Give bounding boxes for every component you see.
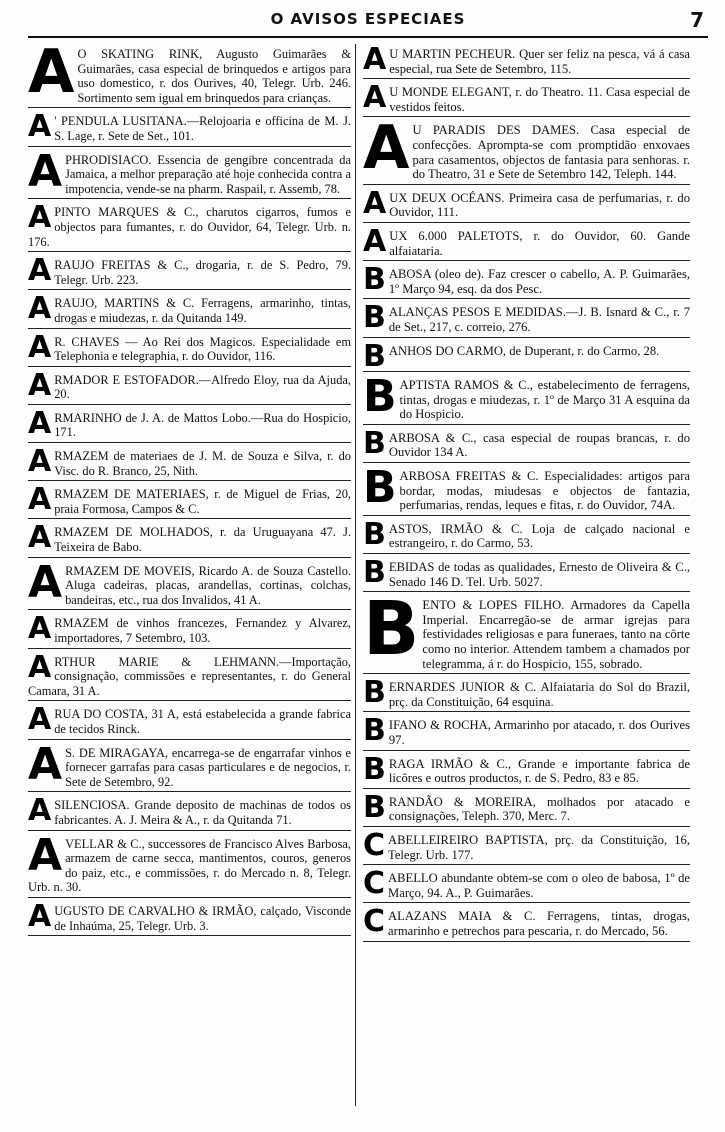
advertisement-entry xyxy=(28,613,351,648)
drop-cap-initial: B xyxy=(363,264,386,298)
advertisement-entry xyxy=(363,341,690,373)
advertisement-entry xyxy=(363,375,690,425)
advertisement-text: APTISTA RAMOS & C., estabelecimento de ferragens, tintas, drogas e miudezas, r. 1º de Março 31 A esquina da do Hospicio. xyxy=(399,378,690,422)
drop-cap-initial: A xyxy=(28,900,52,934)
advertisement-entry xyxy=(363,595,690,674)
advertisement-text: ABELLEIREIRO BAPTISTA, prç. da Constituição, 16, Telegr. Urb. 177. xyxy=(388,832,690,862)
drop-cap-initial: B xyxy=(363,753,386,787)
advertisement-text: ANHOS DO CARMO, de Duperant, r. do Carmo, 28. xyxy=(388,343,660,358)
advertisement-entry xyxy=(363,302,690,337)
drop-cap-initial: B xyxy=(363,677,386,711)
advertisement-entry xyxy=(363,188,690,223)
advertisement-text: RMADOR E ESTOFADOR.—Alfredo Eloy, rua da Ajuda, 20. xyxy=(54,372,351,402)
drop-cap-initial: A xyxy=(363,225,387,259)
advertisement-text: O SKATING RINK, Augusto Guimarães & Guimarães, casa especial de brinquedos e artigos para uso domestico, r. dos Ourives, 40, Telegr. Urb. 246. Sortimento sem igual em brinquedos para crianças. xyxy=(77,47,351,105)
advertisement-text: SILENCIOSA. Grande deposito de machinas de todos os fabricantes. A. J. Meira & A., r. da Quitanda 71. xyxy=(54,798,351,827)
drop-cap-initial: A xyxy=(28,331,52,365)
advertisement-text: ' PENDULA LUSITANA.—Relojoaria e officina de M. J. S. Lage, r. Sete de Set., 101. xyxy=(54,114,351,143)
advertisement-entry xyxy=(363,466,690,516)
drop-cap-initial: C xyxy=(363,906,386,940)
advertisement-text: ENTO & LOPES FILHO. Armadores da Capella Imperial. Encarregão-se de armar igrejas para festividades religiosas e para funeraes, tanto na côrte como no interior. Attendem tambem a chamados por telegramma, á r. do Hospicio, 155, sobrado. xyxy=(422,598,690,671)
advertisement-entry xyxy=(28,834,351,898)
advertisement-entry xyxy=(363,82,690,117)
drop-cap-initial: A xyxy=(28,522,52,556)
advertisement-entry xyxy=(363,830,690,865)
advertisement-text: RMAZEM de materiaes de J. M. de Souza e Silva, r. do Visc. do R. Branco, 25, Nith. xyxy=(54,449,351,478)
advertisement-entry xyxy=(28,484,351,519)
drop-cap-initial: A xyxy=(28,149,63,197)
advertisement-entry xyxy=(363,715,690,750)
advertisement-entry xyxy=(28,111,351,146)
advertisement-entry xyxy=(28,901,351,936)
advertisement-text: RAUJO FREITAS & C., drogaria, r. de S. Pedro, 79. Telegr. Urb. 223. xyxy=(54,258,351,287)
drop-cap-initial: B xyxy=(363,375,397,423)
advertisement-entry xyxy=(363,226,690,261)
advertisement-text: RMARINHO de J. A. de Mattos Lobo.—Rua do Hospicio, 171. xyxy=(54,410,351,440)
advertisement-text: RUA DO COSTA, 31 A, está estabelecida a grande fabrica de tecidos Rinck. xyxy=(54,707,351,736)
page-header xyxy=(28,6,708,38)
advertisement-text: RTHUR MARIE & LEHMANN.—Importação, consignação, commissões e representantes, r. do General Camara, 31 A. xyxy=(28,654,351,698)
advertisement-entry xyxy=(363,428,690,463)
drop-cap-initial: A xyxy=(28,560,63,608)
advertisement-entry xyxy=(363,677,690,712)
drop-cap-initial: C xyxy=(363,868,386,902)
advertisement-text: PHRODISIACO. Essencia de gengibre concentrada da Jamaica, a melhor preparação até hoje conhecida contra a impotencia, vende-se na pharm. Raspail, r. Assemb, 78. xyxy=(65,152,351,196)
drop-cap-initial: B xyxy=(363,518,386,552)
advertisement-text: RMAZEM DE MATERIAES, r. de Miguel de Frias, 20, praia Formosa, Campos & C. xyxy=(54,487,351,516)
left-column xyxy=(28,44,351,939)
advertisement-text: U PARADIS DES DAMES. Casa especial de confecções. Aprompta-se com promptidão enxovaes para casamentos, objectos de fantasia para senhoras. r. do Theatro, 31 e Sete de Setembro 142, Teleph. 144. xyxy=(412,123,690,182)
advertisement-entry xyxy=(28,704,351,739)
advertisement-entry xyxy=(363,44,690,79)
advertisement-text: EBIDAS de todas as qualidades, Ernesto de Oliveira & C., Senado 146 D. Tel. Urb. 5027. xyxy=(388,560,690,589)
advertisement-entry xyxy=(28,795,351,830)
advertisement-entry xyxy=(28,332,351,367)
drop-cap-initial: A xyxy=(28,833,63,881)
advertisement-entry xyxy=(363,754,690,789)
advertisement-text: R. CHAVES — Ao Rei dos Magicos. Especialidade em Telephonia e telegraphia, r. do Ouvidor, 116. xyxy=(54,334,351,364)
advertisement-entry xyxy=(28,408,351,443)
advertisement-text: ARBOSA & C., casa especial de roupas brancas, r. do Ouvidor 134 A. xyxy=(388,430,690,460)
advertisement-text: RMAZEM DE MOLHADOS, r. da Uruguayana 47. J. Teixeira de Babo. xyxy=(54,525,351,555)
drop-cap-initial: C xyxy=(363,829,386,863)
drop-cap-initial: A xyxy=(28,202,52,236)
drop-cap-initial: A xyxy=(363,82,387,116)
advertisement-entry xyxy=(363,557,690,592)
drop-cap-initial: A xyxy=(363,120,410,184)
advertisement-entry xyxy=(363,519,690,554)
drop-cap-initial: A xyxy=(28,613,52,647)
drop-cap-initial: B xyxy=(363,715,386,749)
advertisement-text: ALAZANS MAIA & C. Ferragens, tintas, drogas, armarinho e petrechos para pescaria, r. do Mercado, 56. xyxy=(388,909,690,938)
drop-cap-initial: B xyxy=(363,557,386,591)
drop-cap-initial: A xyxy=(28,44,75,107)
page-title: O AVISOS ESPECIAES xyxy=(270,10,466,28)
drop-cap-initial: A xyxy=(28,742,63,790)
advertisement-text: S. DE MIRAGAYA, encarrega-se de engarrafar vinhos e fornecer garrafas para casas particulares e de negocios, r. Sete de Setembro, 92. xyxy=(65,745,351,789)
advertisement-text: U MONDE ELEGANT, r. do Theatro. 11. Casa especial de vestidos feitos. xyxy=(389,85,690,114)
column-divider xyxy=(355,44,356,1106)
drop-cap-initial: A xyxy=(363,44,387,77)
advertisement-text: UX 6.000 PALETOTS, r. do Ouvidor, 60. Gande alfaiataria. xyxy=(389,228,690,258)
advertisement-text: ABOSA (oleo de). Faz crescer o cabello, A. P. Guimarães, 1º Março 94, esq. da dos Pesc. xyxy=(388,267,690,296)
advertisement-entry xyxy=(363,906,690,941)
drop-cap-initial: A xyxy=(28,111,52,145)
advertisement-entry xyxy=(28,44,351,108)
drop-cap-initial: A xyxy=(28,704,52,738)
advertisement-text: RANDÃO & MOREIRA, molhados por atacado e consignações, Teleph. 370, Merc. 7. xyxy=(388,794,690,824)
advertisement-entry xyxy=(363,264,690,299)
drop-cap-initial: B xyxy=(363,340,386,373)
advertisement-entry xyxy=(28,202,351,252)
advertisement-entry xyxy=(363,868,690,903)
drop-cap-initial: B xyxy=(363,466,397,514)
advertisement-text: RMAZEM de vinhos francezes, Fernandez y Alvarez, importadores, 7 Setembro, 103. xyxy=(54,616,351,645)
advertisement-text: RMAZEM DE MOVEIS, Ricardo A. de Souza Castello. Aluga cadeiras, placas, arandellas, cortinas, colchas, bandeiras, etc., rua dos Invalidos, 41 A. xyxy=(65,563,351,607)
advertisement-entry xyxy=(28,150,351,200)
drop-cap-initial: A xyxy=(28,369,52,403)
advertisement-text: ARBOSA FREITAS & C. Especialidades: artigos para bordar, modas, miudesas e objectos de fantazia, perfumarias, rendas, leques e fitas, r. do Ouvidor, 74A. xyxy=(399,469,690,513)
advertisement-entry xyxy=(28,370,351,405)
right-column xyxy=(363,44,690,945)
drop-cap-initial: A xyxy=(28,446,52,480)
advertisement-text: RAUJO, MARTINS & C. Ferragens, armarinho, tintas, drogas e miudezas, r. da Quitanda 149. xyxy=(54,296,351,325)
drop-cap-initial: B xyxy=(363,595,420,673)
advertisement-entry xyxy=(28,522,351,557)
drop-cap-initial: A xyxy=(28,293,52,327)
advertisement-text: U MARTIN PECHEUR. Quer ser feliz na pesca, vá á casa especial, rua Sete de Setembro, 115. xyxy=(389,47,690,76)
drop-cap-initial: B xyxy=(363,791,386,825)
advertisement-entry xyxy=(28,446,351,481)
advertisement-text: RAGA IRMÃO & C., Grande e importante fabrica de licôres e outros productos, r. de S. Pedro, 83 e 85. xyxy=(388,756,690,786)
drop-cap-initial: A xyxy=(28,484,52,518)
drop-cap-initial: A xyxy=(28,255,52,289)
advertisement-text: ASTOS, IRMÃO & C. Loja de calçado nacional e estrangeiro, r. do Carmo, 53. xyxy=(388,521,690,551)
advertisement-entry xyxy=(28,293,351,328)
advertisement-text: IFANO & ROCHA, Armarinho por atacado, r. dos Ourives 97. xyxy=(388,718,690,747)
advertisement-text: ERNARDES JUNIOR & C. Alfaiataria do Sol do Brazil, prç. da Constituição, 64 esquina. xyxy=(388,680,690,709)
advertisement-entry xyxy=(363,792,690,827)
advertisement-entry xyxy=(28,743,351,793)
advertisement-entry xyxy=(28,255,351,290)
drop-cap-initial: A xyxy=(28,407,52,441)
advertisement-text: ABELLO abundante obtem-se com o oleo de babosa, 1º de Março, 94. A., P. Guimarães. xyxy=(388,871,690,900)
advertisement-text: UX DEUX OCÉANS. Primeira casa de perfumarias, r. do Ouvidor, 111. xyxy=(389,190,690,220)
advertisement-text: VELLAR & C., successores de Francisco Alves Barbosa, armazem de carne secca, mantimentos, couros, generos do paiz, etc., e commissões, r. do Mercado n. 8, Telegr. Urb. n. 30. xyxy=(28,836,351,895)
advertisement-entry xyxy=(28,561,351,611)
advertisement-text: ALANÇAS PESOS E MEDIDAS.—J. B. Isnard & C., r. 7 de Set., 217, c. correio, 276. xyxy=(388,305,690,334)
drop-cap-initial: B xyxy=(363,302,386,336)
advertisement-text: UGUSTO DE CARVALHO & IRMÃO, calçado, Visconde de Inhaúma, 25, Telegr. Urb. 3. xyxy=(54,903,351,933)
drop-cap-initial: A xyxy=(28,651,52,685)
drop-cap-initial: B xyxy=(363,427,386,461)
advertisement-text: PINTO MARQUES & C., charutos cigarros, fumos e objectos para fumantes, r. do Ouvidor, 64, Telegr. Urb. n. 176. xyxy=(28,205,351,249)
advertisement-entry xyxy=(363,120,690,184)
drop-cap-initial: A xyxy=(28,795,52,829)
page-number: 7 xyxy=(690,8,704,32)
drop-cap-initial: A xyxy=(363,187,387,221)
advertisement-entry xyxy=(28,652,351,702)
